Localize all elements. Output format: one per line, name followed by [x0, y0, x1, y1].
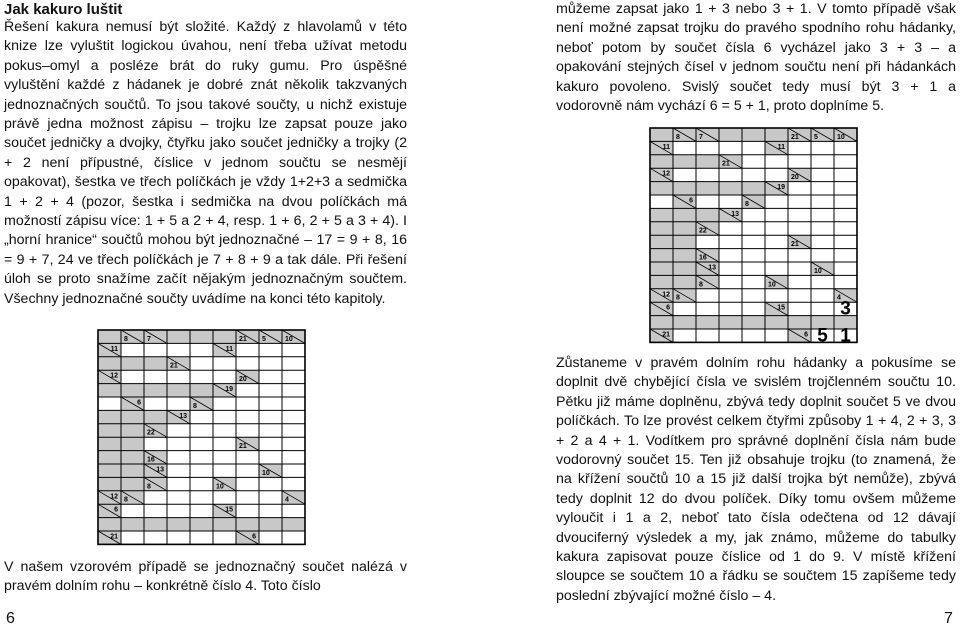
down-clue: 21: [722, 160, 730, 168]
shaded-cell: [673, 182, 696, 195]
shaded-cell: [121, 464, 144, 477]
down-clue: 8: [124, 335, 128, 343]
right-main-paragraph: Zůstaneme v pravém dolním rohu hádanky a pokusíme se doplnit dvě chybějící čísla ve svislém trojčlenném součtu 10. Pětku již máme doplněnu, zbývá tedy doplnit součet 5 ve dvou políčkách. To lze provést celkem čtyřmi způsoby 1 + 4, 2 + 3, 3 + 2 a 4 + 1. Vodítkem pro správné doplnění čísla nám bude vodorovný součet 15. Ten již obsahuje trojku (to znamená, že na křížení součtů 10 a 15 již další trojka být nemůže), zbývá tedy doplnit 12 do dvou políček. Díky tomu ovšem můžeme vyloučit i 1 a 2, neboť tato čísla odečtena od 12 dávají dvouciferný výsledek a my, jak známo, můžeme do tabulky kakura zapisovat pouze číslice od 1 do 9. V místě křížení sloupce se součtem 10 a řádku se součtem 15 zapíšeme tedy poslední zbývající možné číslo – 4.: [556, 355, 956, 604]
down-clue: 16: [147, 456, 155, 464]
shaded-cell: [98, 410, 121, 423]
kakuro-example-grid: [96, 328, 308, 550]
across-clue: 6: [804, 331, 808, 339]
shaded-cell: [144, 384, 167, 397]
shaded-cell: [121, 424, 144, 437]
shaded-cell: [673, 316, 696, 329]
shaded-cell: [696, 182, 719, 195]
across-clue: 21: [110, 533, 118, 541]
shaded-cell: [98, 464, 121, 477]
down-clue: 10: [285, 335, 293, 343]
shaded-cell: [650, 249, 673, 262]
down-clue: 16: [699, 254, 707, 262]
down-clue: 22: [147, 429, 155, 437]
shaded-cell: [650, 208, 673, 221]
across-clue: 12: [110, 372, 118, 380]
filled-digit: 1: [840, 325, 851, 347]
shaded-cell: [650, 262, 673, 275]
down-clue: 21: [239, 335, 247, 343]
across-clue: 11: [225, 345, 233, 353]
down-clue: 5: [262, 335, 266, 343]
chapter-title: Jak kakuro luštit: [4, 1, 123, 18]
shaded-cell: [696, 155, 719, 168]
shaded-cell: [121, 451, 144, 464]
down-clue: 4: [285, 496, 289, 504]
down-clue: 20: [791, 174, 799, 182]
shaded-cell: [719, 128, 742, 141]
across-clue: 11: [777, 143, 785, 151]
shaded-cell: [98, 424, 121, 437]
shaded-cell: [121, 357, 144, 370]
shaded-cell: [121, 437, 144, 450]
left-closing-paragraph: V našem vzorovém případě se jednoznačný součet nalézá v pravém dolním rohu – konkrétně číslo 4. Toto číslo: [4, 559, 407, 595]
down-clue: 21: [791, 133, 799, 141]
right-opening-paragraph: můžeme zapsat jako 1 + 3 nebo 3 + 1. V tomto případě však není možné zapsat trojku do pravého spodního rohu hádanky, neboť potom by součet čísla 6 vycházel jako 3 + 3 – a opakování stejných čísel v jednom součtu není při hádankách kakuro povoleno. Svislý součet tedy musí být 3 + 1 a vodorovně nám vychází 6 = 5 + 1, proto doplníme 5.: [556, 1, 956, 115]
shaded-cell: [98, 384, 121, 397]
down-clue: 20: [239, 376, 247, 384]
intro-paragraph: Řešení kakura nemusí být složité. Každý z hlavolamů v této knize lze vyluštit logickou úvahou, není třeba užívat metodu pokus–omyl a posléze brát do ruky gumu. Pro úspěšné vyluštění každé z hádanek je dobré znát několik takzvaných jednoznačných součtů. To jsou takové součty, u nichž existuje právě jedna možnost zápisu – trojku lze zapsat pouze jako součet jedničky a dvojky, čtyřku jako součet jedničky a trojky (2 + 2 není přípustné, číslice v jednom součtu se nesmějí opakovat), šestka ve třech políčkách je vždy 1+2+3 a sedmička 1 + 2 + 4 (pozor, šestka i sedmička na dvou políčkách má možností zápisu více: 1 + 5 a 2 + 4, resp. 1 + 6, 2 + 5 a 3 + 4). I „horní hranice“ součtů mohou být jednoznačné – 17 = 9 + 8, 16 = 9 + 7, 24 ve třech políčkách je 7 + 8 + 9 a tak dále. Při řešení úloh se proto snažíme začít nějakým jednoznačným součtem. Všechny jednoznačné součty uvádíme na konci této kapitoly.: [4, 19, 407, 307]
down-clue: 8: [676, 294, 680, 302]
across-clue: 13: [156, 466, 164, 474]
shaded-cell: [98, 437, 121, 450]
shaded-cell: [719, 316, 742, 329]
shaded-cell: [650, 275, 673, 288]
shaded-cell: [765, 316, 788, 329]
shaded-cell: [121, 384, 144, 397]
shaded-cell: [190, 384, 213, 397]
shaded-cell: [121, 410, 144, 423]
shaded-cell: [696, 208, 719, 221]
down-clue: 22: [699, 227, 707, 235]
shaded-cell: [673, 275, 696, 288]
shaded-cell: [673, 222, 696, 235]
shaded-cell: [236, 518, 259, 531]
shaded-cell: [742, 316, 765, 329]
down-clue: 10: [837, 133, 845, 141]
shaded-cell: [213, 518, 236, 531]
shaded-cell: [742, 182, 765, 195]
shaded-cell: [167, 384, 190, 397]
shaded-cell: [190, 518, 213, 531]
across-clue: 13: [708, 264, 716, 272]
shaded-cell: [719, 182, 742, 195]
across-clue: 11: [110, 345, 118, 353]
across-clue: 13: [731, 210, 739, 218]
across-clue: 6: [666, 304, 670, 312]
across-clue: 13: [179, 412, 187, 420]
page-number-right: 7: [944, 610, 953, 627]
shaded-cell: [144, 518, 167, 531]
kakuro-solution-grid: [648, 126, 860, 348]
down-clue: 10: [262, 469, 270, 477]
down-clue: 4: [837, 294, 841, 302]
down-clue: 10: [216, 483, 224, 491]
down-clue: 7: [147, 335, 151, 343]
shaded-cell: [167, 518, 190, 531]
down-clue: 10: [814, 267, 822, 275]
down-clue: 10: [768, 281, 776, 289]
down-clue: 5: [814, 133, 818, 141]
down-clue: 8: [745, 200, 749, 208]
shaded-cell: [650, 155, 673, 168]
shaded-cell: [282, 518, 305, 531]
across-clue: 12: [662, 291, 670, 299]
down-clue: 21: [239, 443, 247, 451]
shaded-cell: [167, 330, 190, 343]
down-clue: 8: [124, 496, 128, 504]
page-number-left: 6: [6, 610, 15, 627]
across-clue: 19: [777, 184, 785, 192]
shaded-cell: [673, 262, 696, 275]
down-clue: 7: [699, 133, 703, 141]
shaded-cell: [650, 182, 673, 195]
across-clue: 12: [662, 170, 670, 178]
across-clue: 6: [252, 533, 256, 541]
shaded-cell: [259, 518, 282, 531]
shaded-cell: [98, 357, 121, 370]
shaded-cell: [144, 410, 167, 423]
across-clue: 6: [114, 506, 118, 514]
shaded-cell: [650, 316, 673, 329]
shaded-cell: [673, 235, 696, 248]
filled-digit: 5: [817, 325, 828, 347]
shaded-cell: [121, 518, 144, 531]
shaded-cell: [190, 330, 213, 343]
shaded-cell: [673, 249, 696, 262]
shaded-cell: [121, 477, 144, 490]
shaded-cell: [788, 316, 811, 329]
shaded-cell: [144, 357, 167, 370]
down-clue: 8: [193, 402, 197, 410]
down-clue: 8: [676, 133, 680, 141]
down-clue: 21: [791, 241, 799, 249]
shaded-cell: [98, 477, 121, 490]
shaded-cell: [213, 330, 236, 343]
down-clue: 21: [170, 362, 178, 370]
shaded-cell: [696, 316, 719, 329]
shaded-cell: [650, 222, 673, 235]
across-clue: 21: [662, 331, 670, 339]
across-clue: 15: [225, 506, 233, 514]
shaded-cell: [673, 155, 696, 168]
down-clue: 8: [699, 281, 703, 289]
shaded-cell: [98, 330, 121, 343]
shaded-cell: [650, 128, 673, 141]
shaded-cell: [673, 208, 696, 221]
filled-digit: 3: [840, 298, 851, 320]
down-clue: 8: [147, 483, 151, 491]
across-clue: 19: [225, 386, 233, 394]
across-clue: 6: [689, 197, 693, 205]
shaded-cell: [650, 235, 673, 248]
shaded-cell: [98, 451, 121, 464]
across-clue: 6: [137, 399, 141, 407]
across-clue: 12: [110, 493, 118, 501]
across-clue: 11: [662, 143, 670, 151]
shaded-cell: [98, 518, 121, 531]
across-clue: 15: [777, 304, 785, 312]
shaded-cell: [765, 128, 788, 141]
shaded-cell: [742, 128, 765, 141]
